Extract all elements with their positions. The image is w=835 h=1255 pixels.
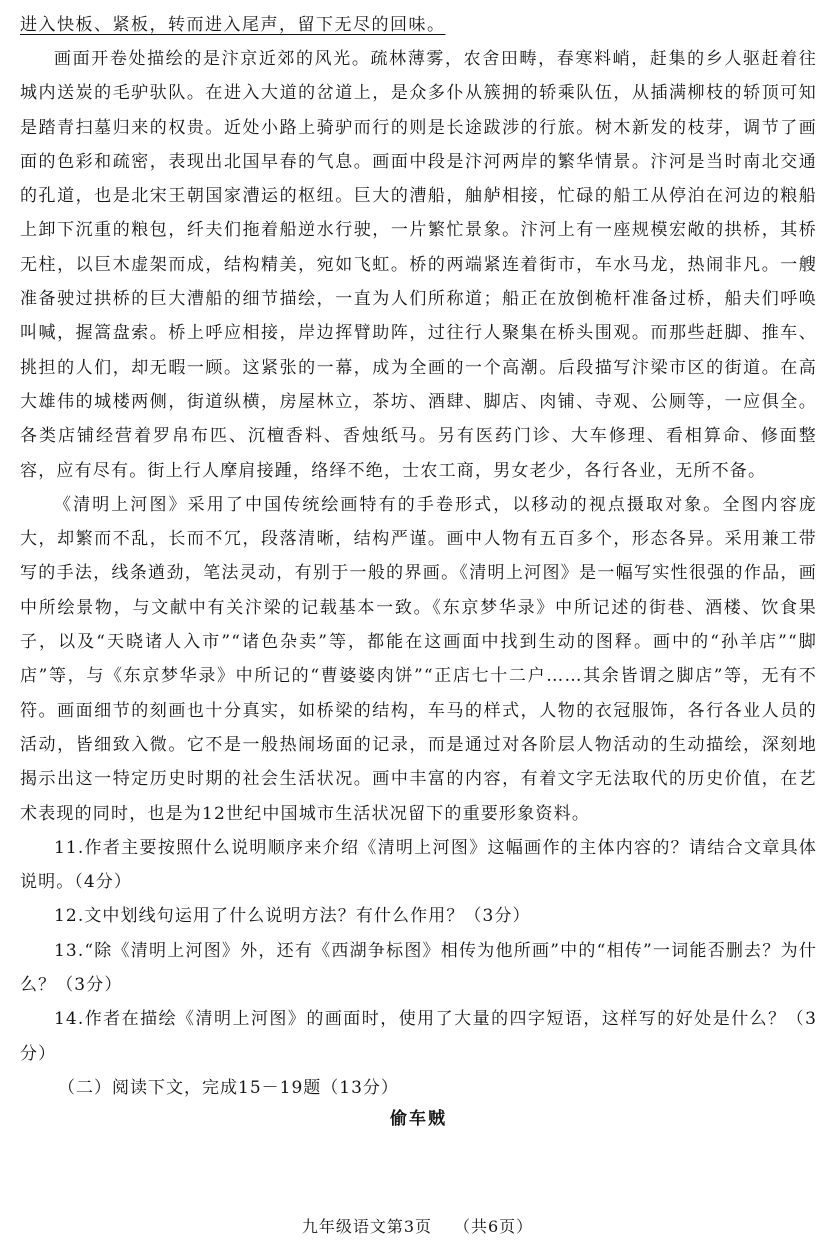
- question-13: 13.“除《清明上河图》外，还有《西湖争标图》相传为他所画”中的“相传”一词能否删去？为什么？（3分）: [20, 940, 817, 996]
- footer-total-label: （共6页）: [454, 1217, 534, 1236]
- paragraph-scroll-content: 画面开卷处描绘的是汴京近郊的风光。疏林薄雾，农舍田畴，春寒料峭，赶集的乡人驱赶着往城内送炭的毛驴驮队。在进入大道的岔道上，是众多仆从簇拥的轿乘队伍，从插满柳枝的轿顶可知是踏青扫墓归来的权贵。近处小路上骑驴而行的则是长途跋涉的行旅。树木新发的枝芽，调节了画面的色彩和疏密，表现出北国早春的气息。画面中段是汴河两岸的繁华情景。汴河是当时南北交通的孔道，也是北宋王朝国家漕运的枢纽。巨大的漕船，舳舻相接，忙碌的船工从停泊在河边的粮船上卸下沉重的粮包，纤夫们拖着船逆水行驶，一片繁忙景象。汴河上有一座规模宏敞的拱桥，其桥无柱，以巨木虚架而成，结构精美，宛如飞虹。桥的两端紧连着街市，车水马龙，热闹非凡。一艘准备驶过拱桥的巨大漕船的细节描绘，一直为人们所称道；船正在放倒桅杆准备过桥，船夫们呼唤叫喊，握篙盘索。桥上呼应相接，岸边挥臂助阵，过往行人聚集在桥头围观。而那些赶脚、推车、挑担的人们，却无暇一顾。这紧张的一幕，成为全画的一个高潮。后段描写汴梁市区的街道。在高大雄伟的城楼两侧，街道纵横，房屋林立，茶坊、酒肆、脚店、肉铺、寺观、公厕等，一应俱全。各类店铺经营着罗帛布匹、沉檀香料、香烛纸马。另有医药门诊、大车修理、看相算命、修面整容，应有尽有。街上行人摩肩接踵，络绎不绝，士农工商，男女老少，各行各业，无所不备。: [20, 49, 817, 481]
- article-title: 偷车贼: [390, 1109, 447, 1130]
- question-11: 11.作者主要按照什么说明顺序来介绍《清明上河图》这幅画作的主体内容的？请结合文章具体说明。（4分）: [20, 837, 817, 893]
- question-12: 12.文中划线句运用了什么说明方法？有什么作用？（3分）: [54, 906, 531, 927]
- page-footer: [0, 1214, 835, 1237]
- footer-page-label: 九年级语文第3页: [301, 1217, 432, 1236]
- question-14: 14.作者在描绘《清明上河图》的画面时，使用了大量的四字短语，这样写的好处是什么？（3分）: [20, 1009, 817, 1064]
- underlined-sentence: 进入快板、紧板，转而进入尾声，留下无尽的回味。: [20, 15, 446, 35]
- paragraph-art-analysis: 《清明上河图》采用了中国传统绘画特有的手卷形式，以移动的视点摄取对象。全图内容庞大，却繁而不乱，长而不冗，段落清晰，结构严谨。画中人物有五百多个，形态各异。采用兼工带写的手法，线条遒劲，笔法灵动，有别于一般的界画。《清明上河图》是一幅写实性很强的作品，画中所绘景物，与文献中有关汴梁的记载基本一致。《东京梦华录》中所记述的街巷、酒楼、饮食果子，以及“天晓诸人入市”“诸色杂卖”等，都能在这画面中找到生动的图释。画中的“孙羊店”“脚店”等，与《东京梦华录》中所记的“曹婆婆肉饼”“正店七十二户……其余皆谓之脚店”等，无有不符。画面细节的刻画也十分真实，如桥梁的结构，车马的样式，人物的衣冠服饰，各行各业人员的活动，皆细致入微。它不是一般热闹场面的记录，而是通过对各阶层人物活动的生动描绘，深刻地揭示出这一特定历史时期的社会生活状况。画中丰富的内容，有着文字无法取代的历史价值，在艺术表现的同时，也是为12世纪中国城市生活状况留下的重要形象资料。: [20, 494, 817, 824]
- section-heading: （二）阅读下文，完成15－19题（13分）: [58, 1077, 399, 1098]
